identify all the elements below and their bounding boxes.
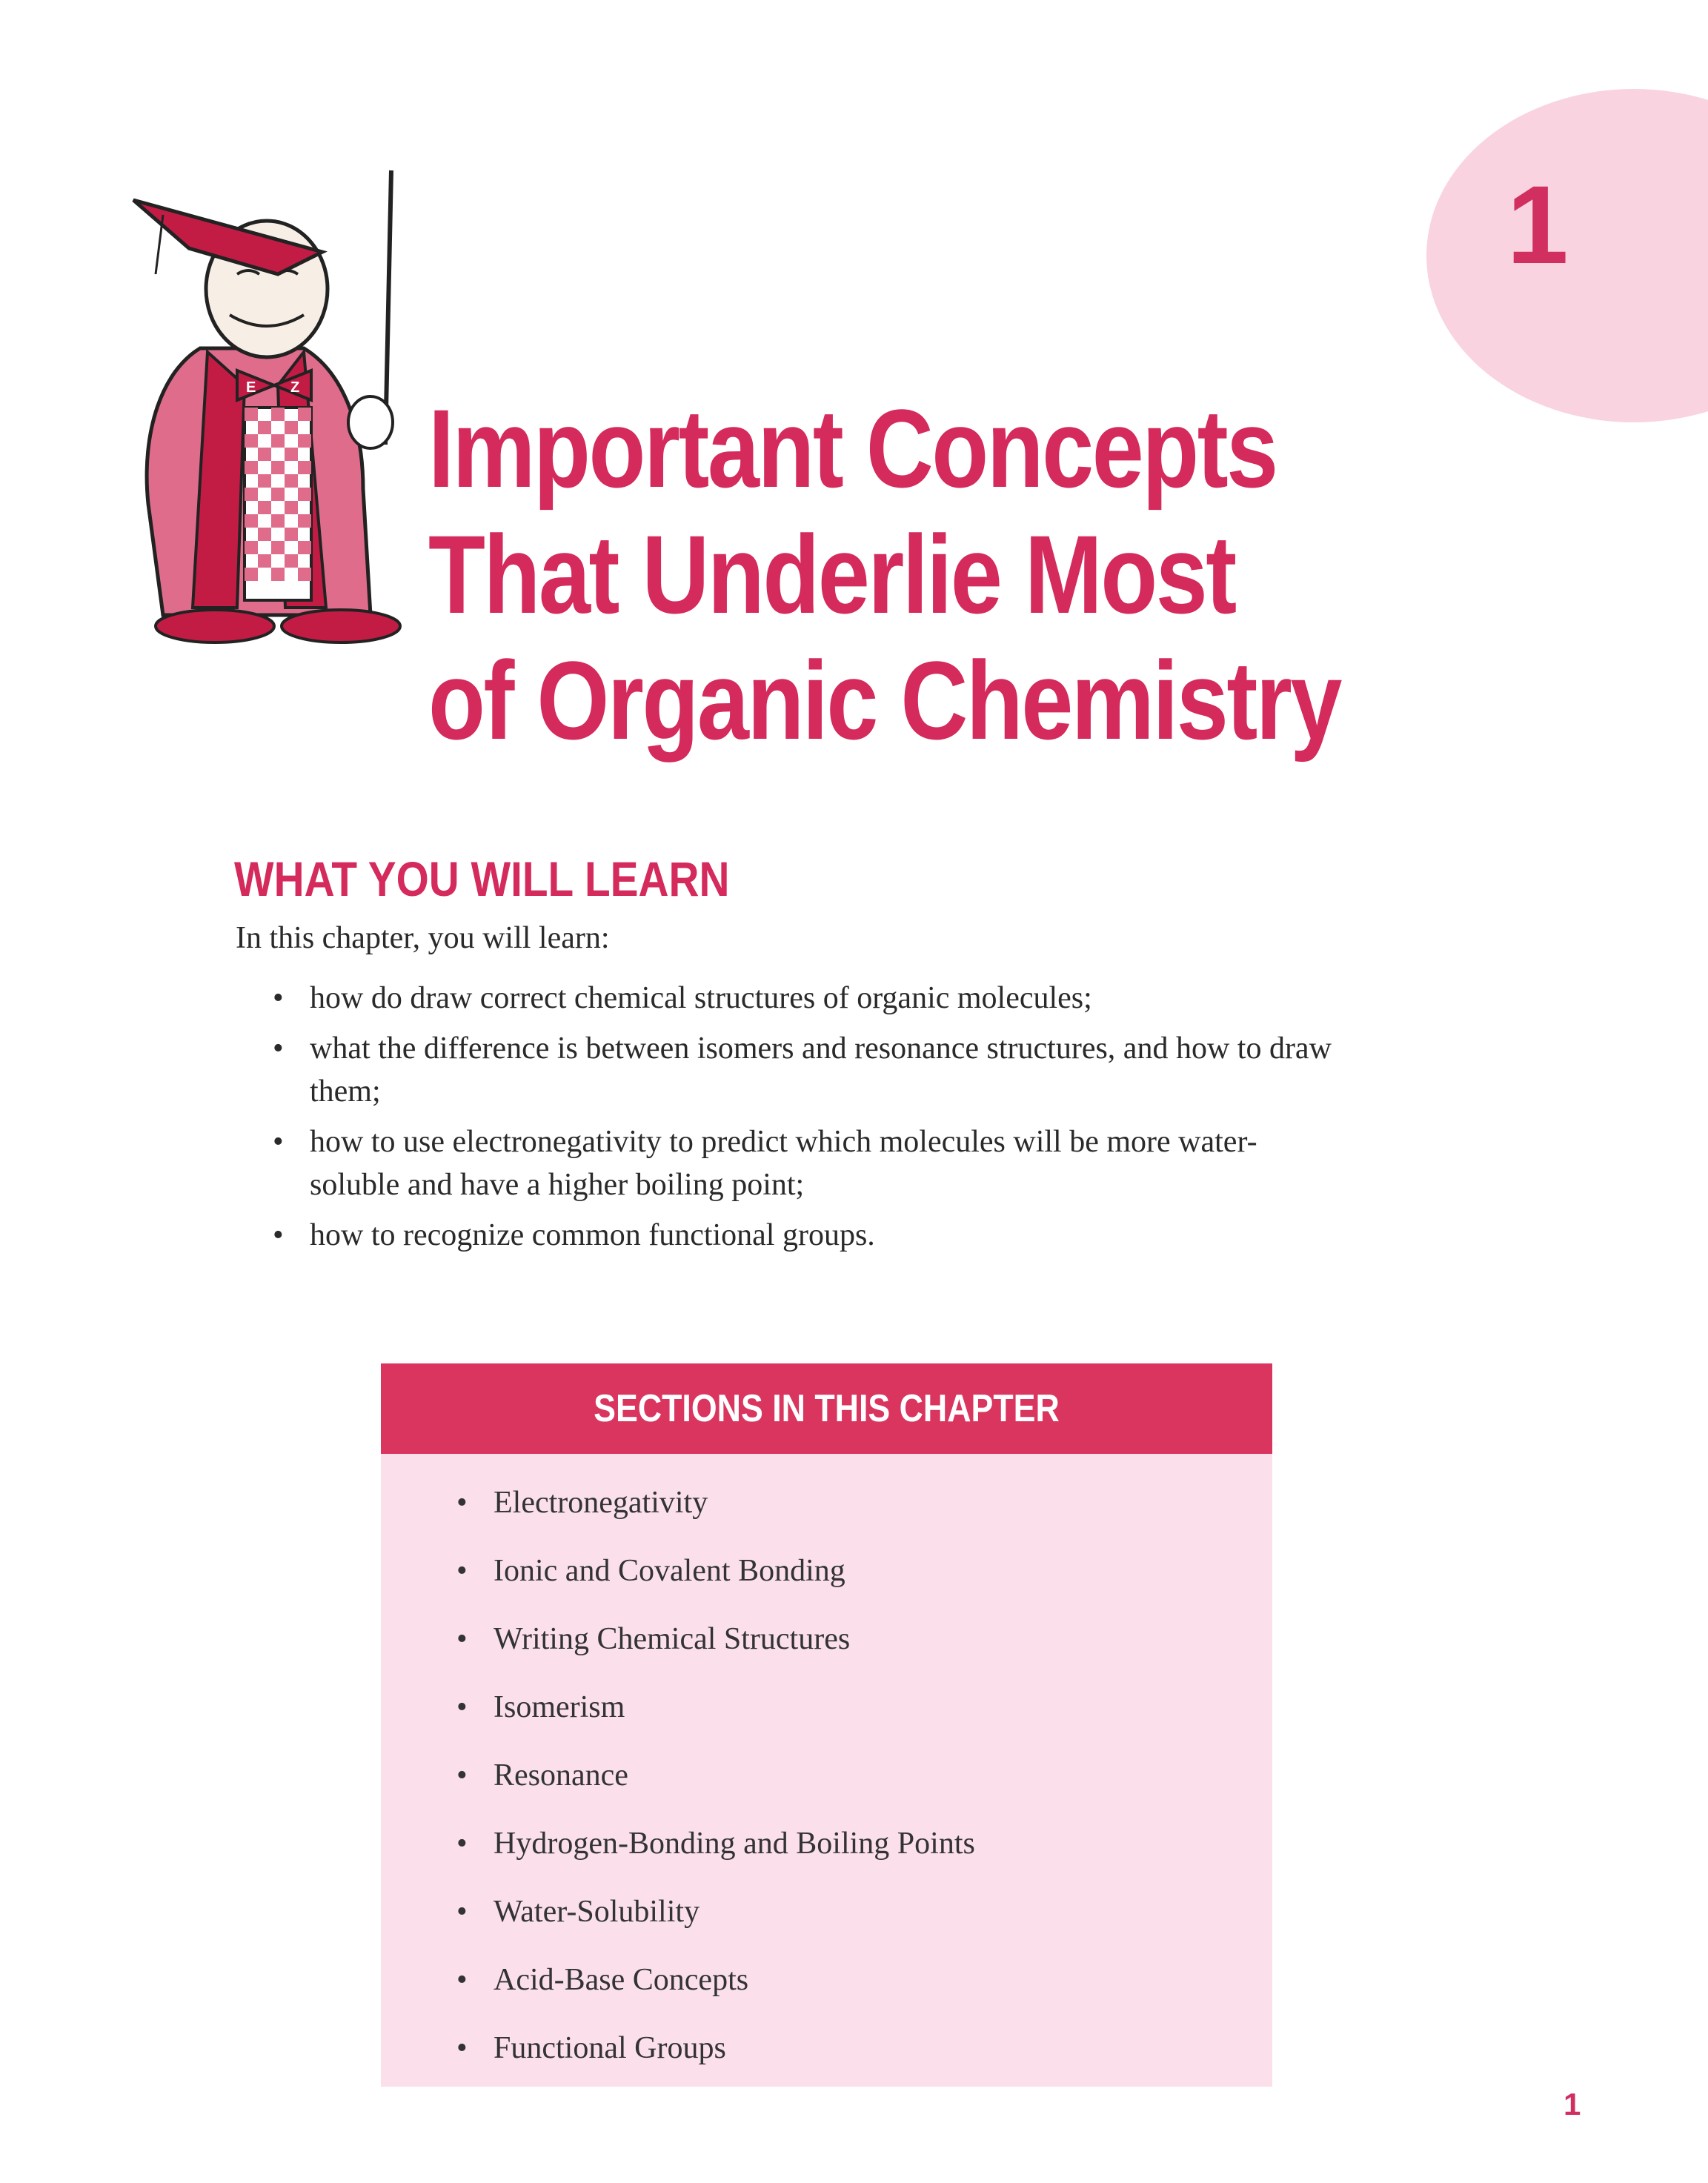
- list-item: • how to recognize common functional groups.: [236, 1214, 1332, 1257]
- list-item: • Acid-Base Concepts: [381, 1946, 1272, 2014]
- what-you-will-learn-heading: WHAT YOU WILL LEARN: [234, 851, 730, 906]
- list-item: • Hydrogen-Bonding and Boiling Points: [381, 1810, 1272, 1878]
- chapter-number: 1: [1506, 162, 1569, 287]
- list-item: • Ionic and Covalent Bonding: [381, 1537, 1272, 1605]
- chapter-title-line: That Underlie Most: [428, 512, 1235, 637]
- list-item: • Resonance: [381, 1741, 1272, 1810]
- sections-list: [381, 1469, 1272, 2082]
- svg-text:Z: Z: [290, 379, 300, 396]
- list-item: • how do draw correct chemical structures of organic molecules;: [236, 977, 1332, 1020]
- learn-list: [236, 977, 1332, 1264]
- sections-box: [381, 1363, 1272, 2087]
- list-item: • Writing Chemical Structures: [381, 1605, 1272, 1673]
- list-item: • Isomerism: [381, 1673, 1272, 1741]
- list-item: • what the difference is between isomers and resonance structures, and how to draw them;: [236, 1027, 1332, 1113]
- list-item: • Electronegativity: [381, 1469, 1272, 1537]
- sections-heading: [381, 1363, 1272, 1454]
- sections-heading-text: SECTIONS IN THIS CHAPTER: [594, 1387, 1060, 1430]
- chapter-title-line: Important Concepts: [428, 386, 1277, 511]
- chapter-title-line: of Organic Chemistry: [428, 638, 1340, 762]
- professor-mascot-icon: [119, 163, 430, 659]
- learn-intro: In this chapter, you will learn:: [236, 921, 610, 955]
- svg-text:E: E: [246, 379, 256, 396]
- chapter-title: [428, 385, 1340, 763]
- page-number: 1: [1564, 2087, 1581, 2121]
- list-item: • Water-Solubility: [381, 1878, 1272, 1946]
- list-item: • how to use electronegativity to predict which molecules will be more water-soluble and have a higher boiling point;: [236, 1120, 1332, 1206]
- list-item: • Functional Groups: [381, 2014, 1272, 2082]
